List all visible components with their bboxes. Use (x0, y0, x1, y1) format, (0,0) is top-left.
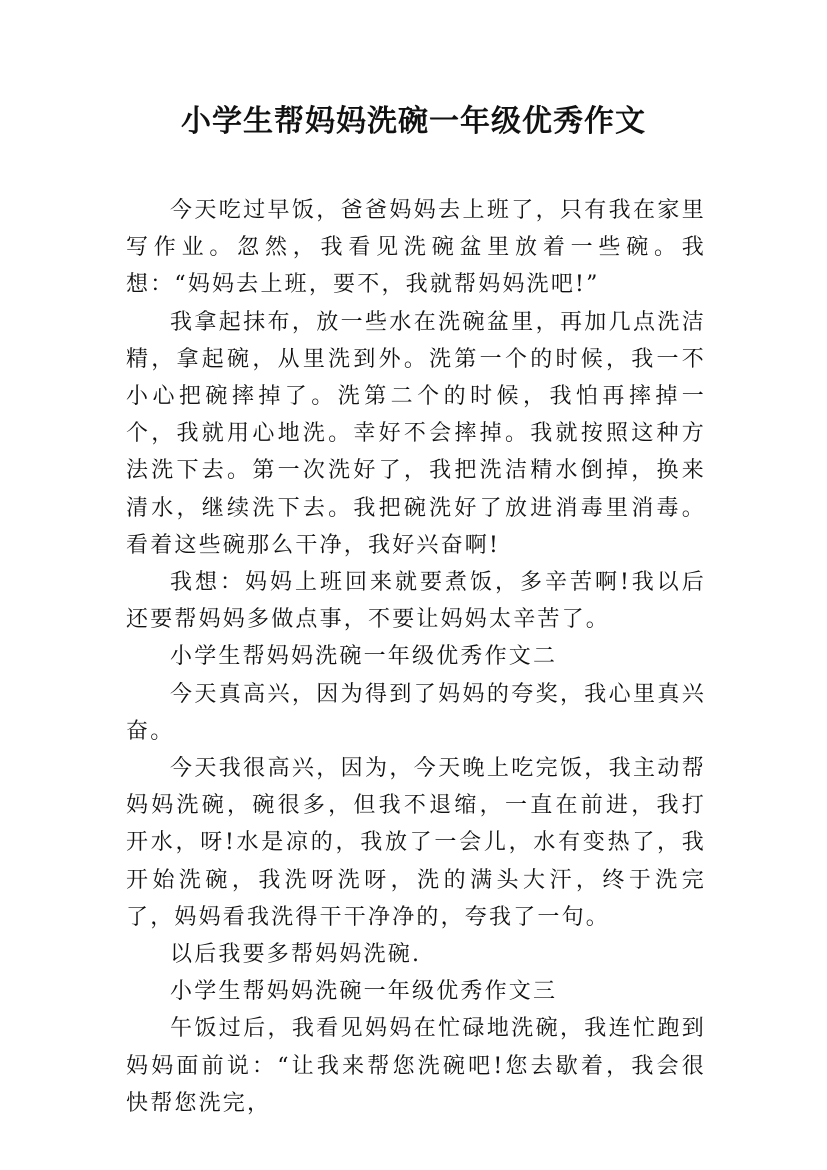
section-heading-3: 小学生帮妈妈洗碗一年级优秀作文三 (170, 979, 558, 1005)
paragraph-5: 今天我很高兴，因为，今天晚上吃完饭，我主动帮妈妈洗碗，碗很多，但我不退缩，一直在前进，我打开水，呀!水是凉的，我放了一会儿，水有变热了，我开始洗碗，我洗呀洗呀，洗的满头大汗，终于洗完了，妈妈看我洗得干干净净的，夸我了一句。 (126, 756, 706, 930)
document-body (126, 192, 706, 1122)
paragraph-4: 今天真高兴，因为得到了妈妈的夸奖，我心里真兴奋。 (126, 681, 706, 744)
section-heading-2: 小学生帮妈妈洗碗一年级优秀作文二 (170, 644, 558, 670)
paragraph-7: 午饭过后，我看见妈妈在忙碌地洗碗，我连忙跑到妈妈面前说：“让我来帮您洗碗吧!您去歇着，我会很快帮您洗完， (126, 1016, 706, 1116)
paragraph-6: 以后我要多帮妈妈洗碗. (170, 942, 422, 968)
paragraph-3: 我想：妈妈上班回来就要煮饭，多辛苦啊!我以后还要帮妈妈多做点事，不要让妈妈太辛苦了。 (126, 570, 706, 633)
document-title: 小学生帮妈妈洗碗一年级优秀作文 (181, 104, 646, 139)
paragraph-1: 今天吃过早饭，爸爸妈妈去上班了，只有我在家里写作业。忽然，我看见洗碗盆里放着一些碗。我想：“妈妈去上班，要不，我就帮妈妈洗吧!” (126, 198, 706, 298)
paragraph-2: 我拿起抹布，放一些水在洗碗盆里，再加几点洗洁精，拿起碗，从里洗到外。洗第一个的时候，我一不小心把碗摔掉了。洗第二个的时候，我怕再摔掉一个，我就用心地洗。幸好不会摔掉。我就按照这种方法洗下去。第一次洗好了，我把洗洁精水倒掉，换来清水，继续洗下去。我把碗洗好了放进消毒里消毒。看着这些碗那么干净，我好兴奋啊! (126, 309, 706, 558)
